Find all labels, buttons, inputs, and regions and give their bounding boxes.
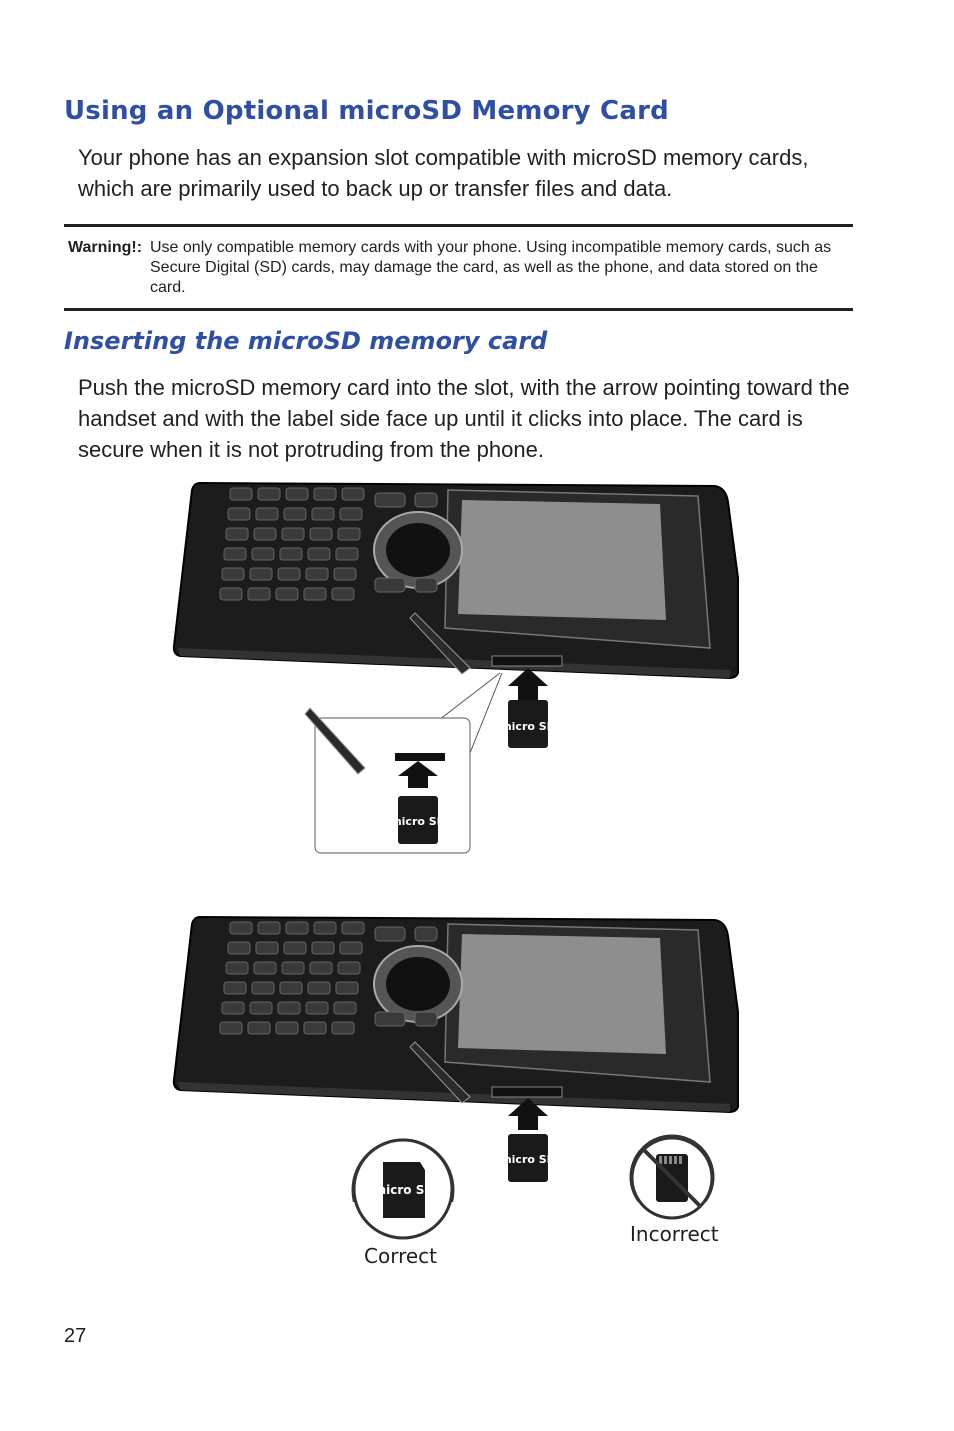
phone-insertion-illustration (170, 478, 750, 858)
correct-card-icon (350, 1136, 460, 1242)
section-title: Using an Optional microSD Memory Card (64, 96, 669, 126)
card-logo-text-2: micro SD (500, 1153, 556, 1166)
warning-label: Warning!: (68, 239, 143, 256)
incorrect-card-icon (628, 1134, 718, 1224)
caption-correct: Correct (364, 1244, 437, 1268)
warning-text: Use only compatible memory cards with your phone. Using incompatible memory cards, such as Secure Digital (SD) cards, may damage the card, as well as the phone, and data stored on the card. (150, 239, 832, 296)
card-logo-text: micro SD (500, 720, 556, 733)
svg-text:micro SD: micro SD (373, 1183, 435, 1197)
phone-illustration-svg (170, 478, 750, 858)
instructions-paragraph: Push the microSD memory card into the slot, with the arrow pointing toward the handset and with the label side face up until it clicks into place. The card is secure when it is not protruding from the phone. (78, 375, 850, 462)
caption-incorrect: Incorrect (630, 1222, 719, 1246)
warning-top-rule (64, 224, 853, 227)
inset-card-logo-text: micro SD (390, 815, 446, 828)
subsection-title: Inserting the microSD memory card (64, 327, 548, 355)
warning-bottom-rule (64, 308, 853, 311)
intro-paragraph: Your phone has an expansion slot compatible with microSD memory cards, which are primarily used to back up or transfer files and data. (78, 145, 809, 201)
page-number: 27 (64, 1325, 87, 1347)
